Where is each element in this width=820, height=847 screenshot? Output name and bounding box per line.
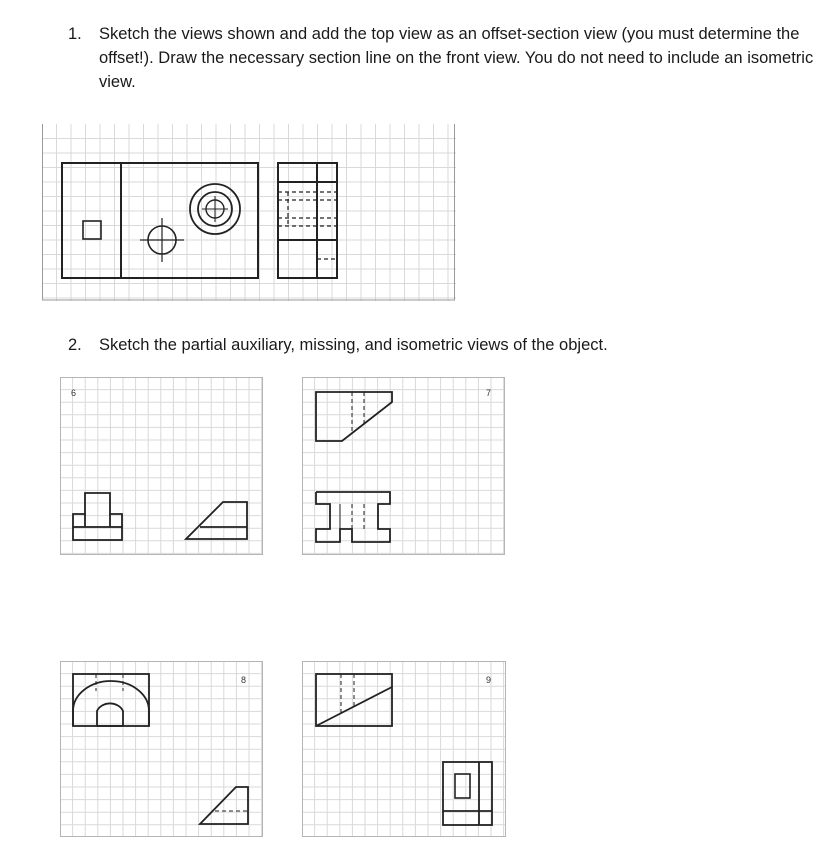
front-view (62, 163, 258, 278)
problem-number: 6 (71, 388, 77, 398)
question-number: 2. (68, 336, 82, 354)
question-number: 1. (68, 25, 82, 43)
side-view (278, 163, 337, 278)
problem-7 (302, 377, 505, 555)
question-text: Sketch the partial auxiliary, missing, and isometric views of the object. (99, 336, 608, 354)
problem-8 (60, 661, 263, 837)
question-text: Sketch the views shown and add the top view as an offset-section view (you must determine the offset!). Draw the necessary section line on the front view. You do not need to include an isometric view. (99, 25, 814, 91)
problem-6 (60, 377, 263, 555)
figure-offset-section (42, 124, 456, 301)
problem-number: 8 (241, 675, 247, 685)
problem-number: 9 (486, 675, 492, 685)
problem-number: 7 (486, 388, 492, 398)
problem-9 (302, 661, 506, 837)
grid (42, 124, 456, 301)
